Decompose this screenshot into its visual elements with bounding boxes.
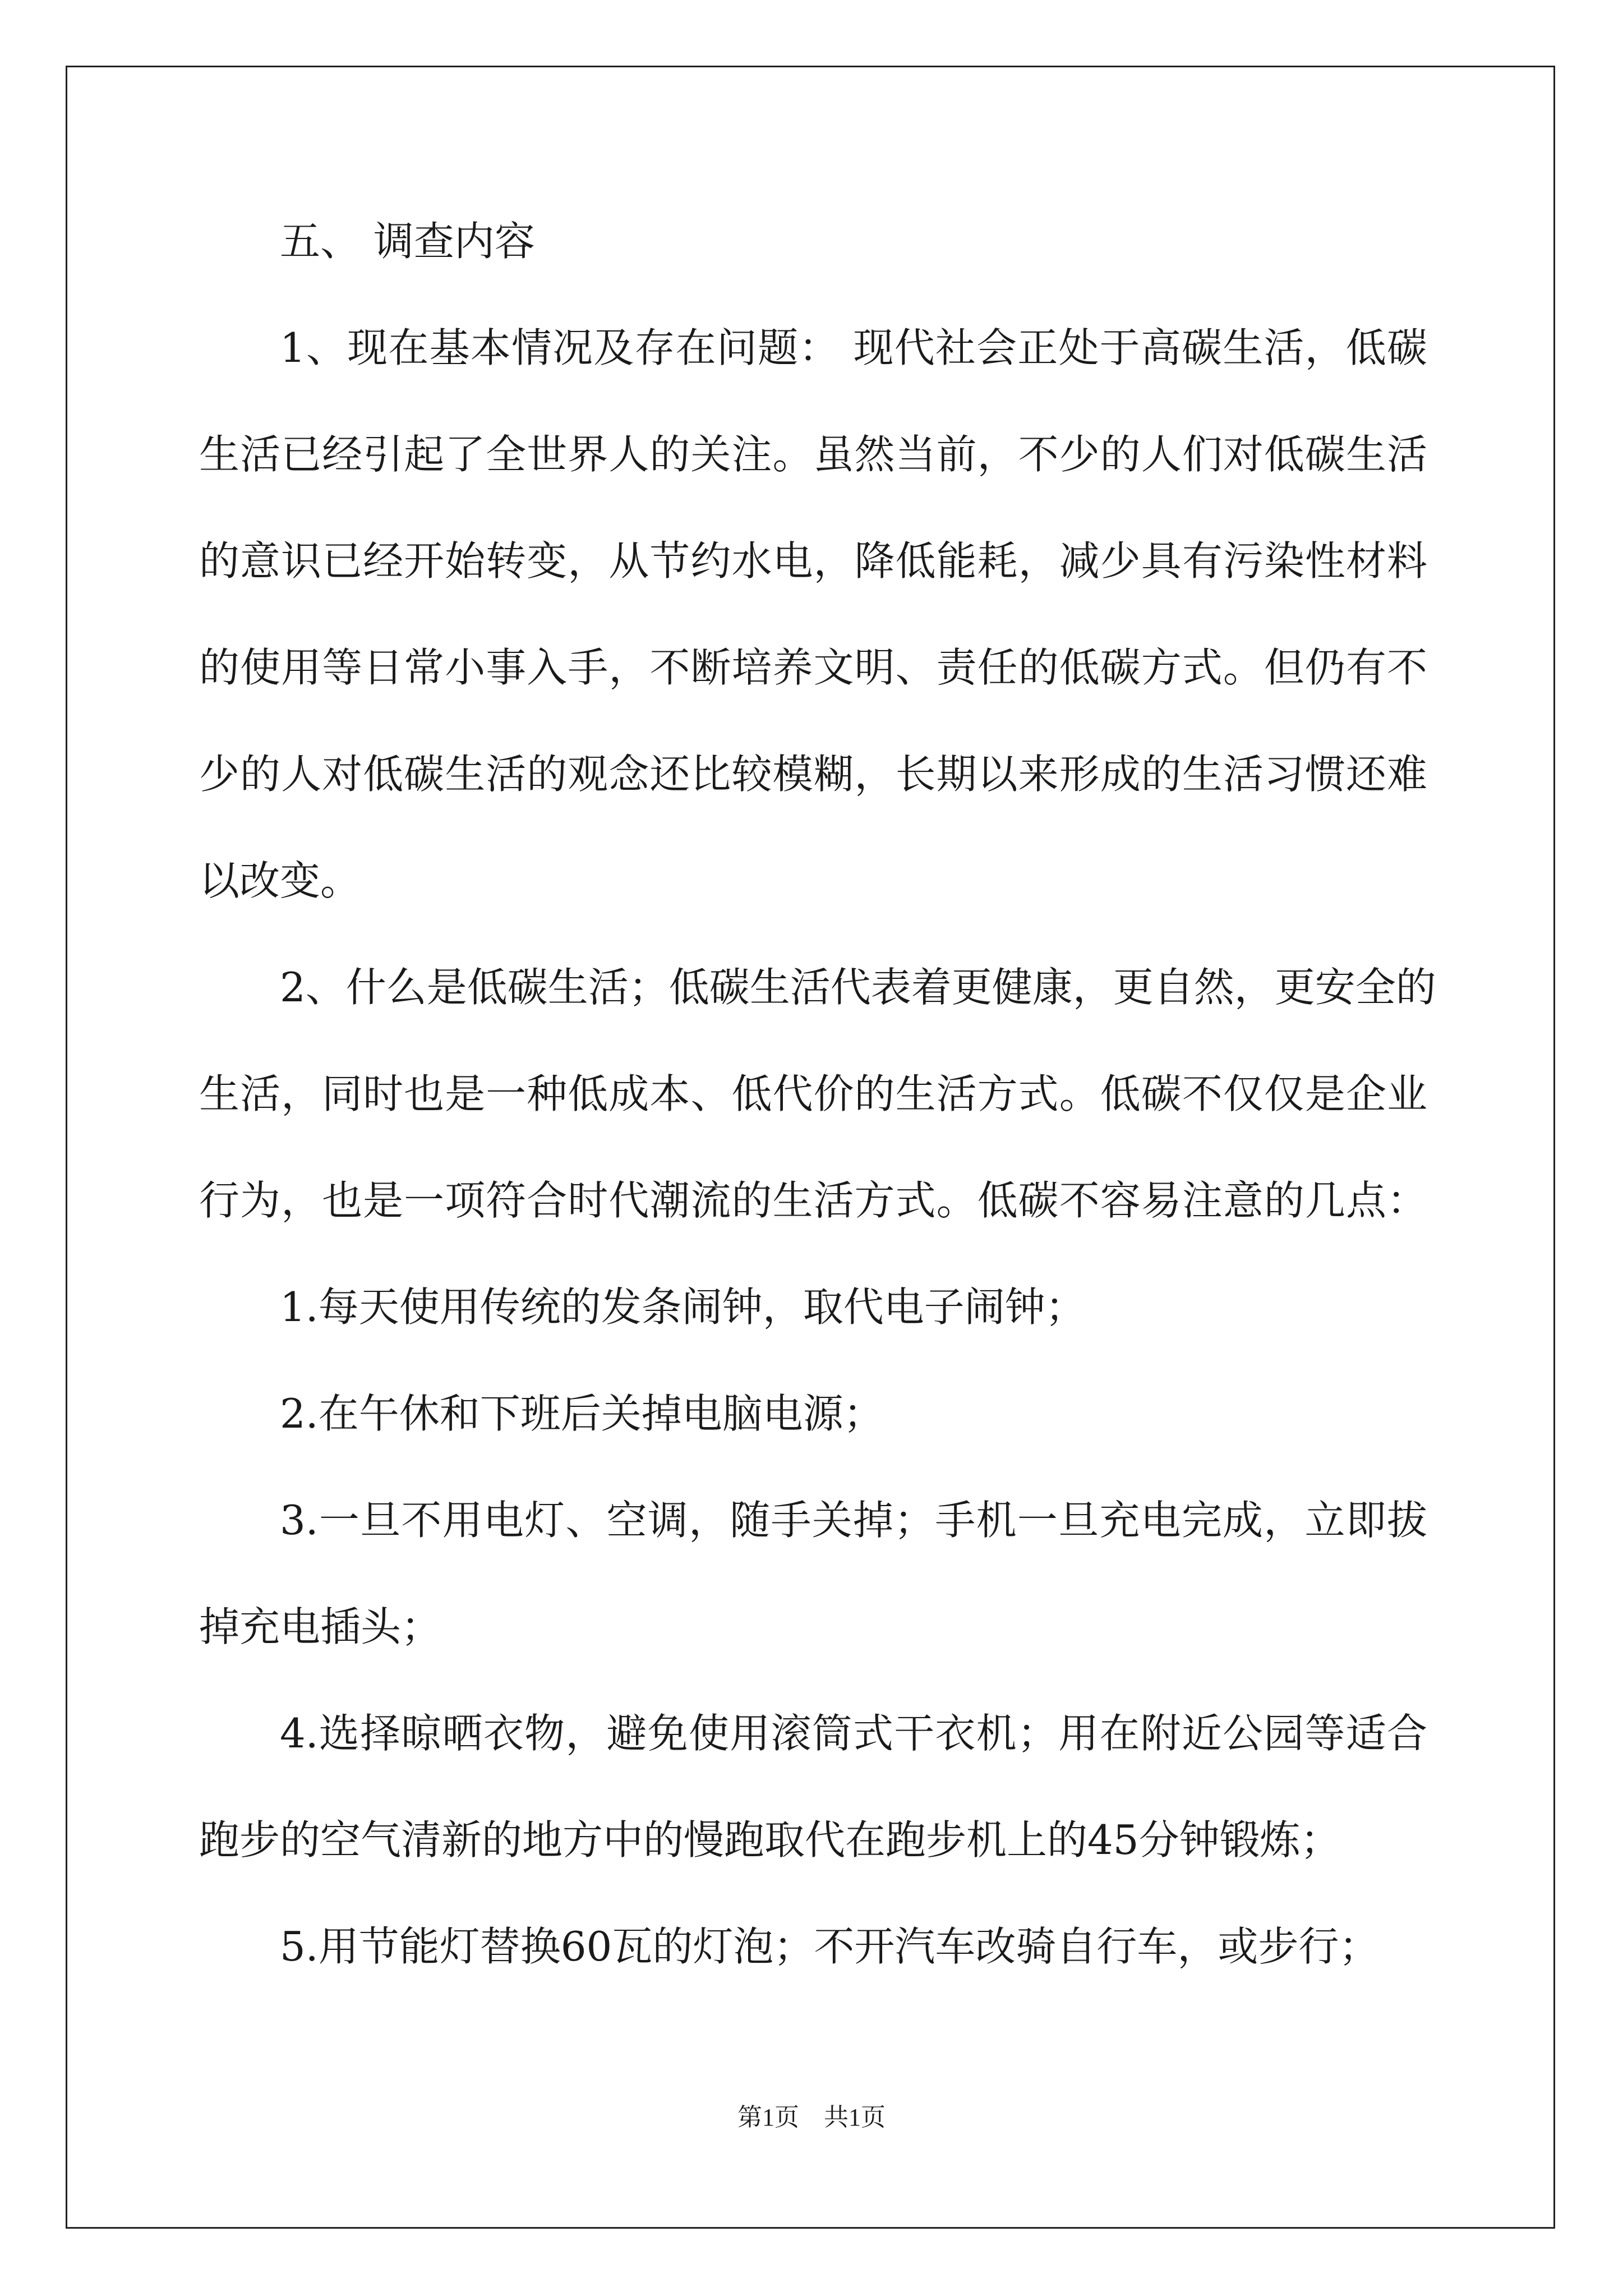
paragraph-1-line-5: 少的人对低碳生活的观念还比较模糊，长期以来形成的生活习惯还难 xyxy=(199,751,1427,798)
paragraph-2-line-1: 2、什么是低碳生活；低碳生活代表着更健康，更自然，更安全的 xyxy=(280,964,1436,1011)
list-item-3-line-2: 掉充电插头； xyxy=(199,1603,442,1650)
page-number-footer: 第1页 共1页 xyxy=(737,2104,886,2131)
paragraph-1-line-3: 的意识已经开始转变，从节约水电，降低能耗，减少具有污染性材料 xyxy=(199,537,1427,585)
list-item-5: 5.用节能灯替换60瓦的灯泡；不开汽车改骑自行车，或步行； xyxy=(280,1923,1380,1970)
section-heading: 五、 调查内容 xyxy=(280,218,535,265)
list-item-1: 1.每天使用传统的发条闹钟，取代电子闹钟； xyxy=(280,1283,1086,1331)
paragraph-2-line-2: 生活，同时也是一种低成本、低代价的生活方式。低碳不仅仅是企业 xyxy=(199,1070,1427,1117)
paragraph-1-line-4: 的使用等日常小事入手，不断培养文明、责任的低碳方式。但仍有不 xyxy=(199,644,1427,691)
page-border xyxy=(66,66,1555,2229)
list-item-3-line-1: 3.一旦不用电灯、空调，随手关掉；手机一旦充电完成，立即拔 xyxy=(280,1497,1427,1544)
list-item-2: 2.在午休和下班后关掉电脑电源； xyxy=(280,1390,884,1437)
paragraph-1-line-6: 以改变。 xyxy=(199,857,361,904)
list-item-4-line-1: 4.选择晾晒衣物，避免使用滚筒式干衣机；用在附近公园等适合 xyxy=(280,1710,1427,1757)
paragraph-1-line-1: 1、现在基本情况及存在问题： 现代社会正处于高碳生活，低碳 xyxy=(280,324,1427,371)
paragraph-1-line-2: 生活已经引起了全世界人的关注。虽然当前，不少的人们对低碳生活 xyxy=(199,431,1427,478)
list-item-4-line-2: 跑步的空气清新的地方中的慢跑取代在跑步机上的45分钟锻炼； xyxy=(199,1816,1341,1864)
paragraph-2-line-3: 行为，也是一项符合时代潮流的生活方式。低碳不容易注意的几点： xyxy=(199,1177,1427,1224)
